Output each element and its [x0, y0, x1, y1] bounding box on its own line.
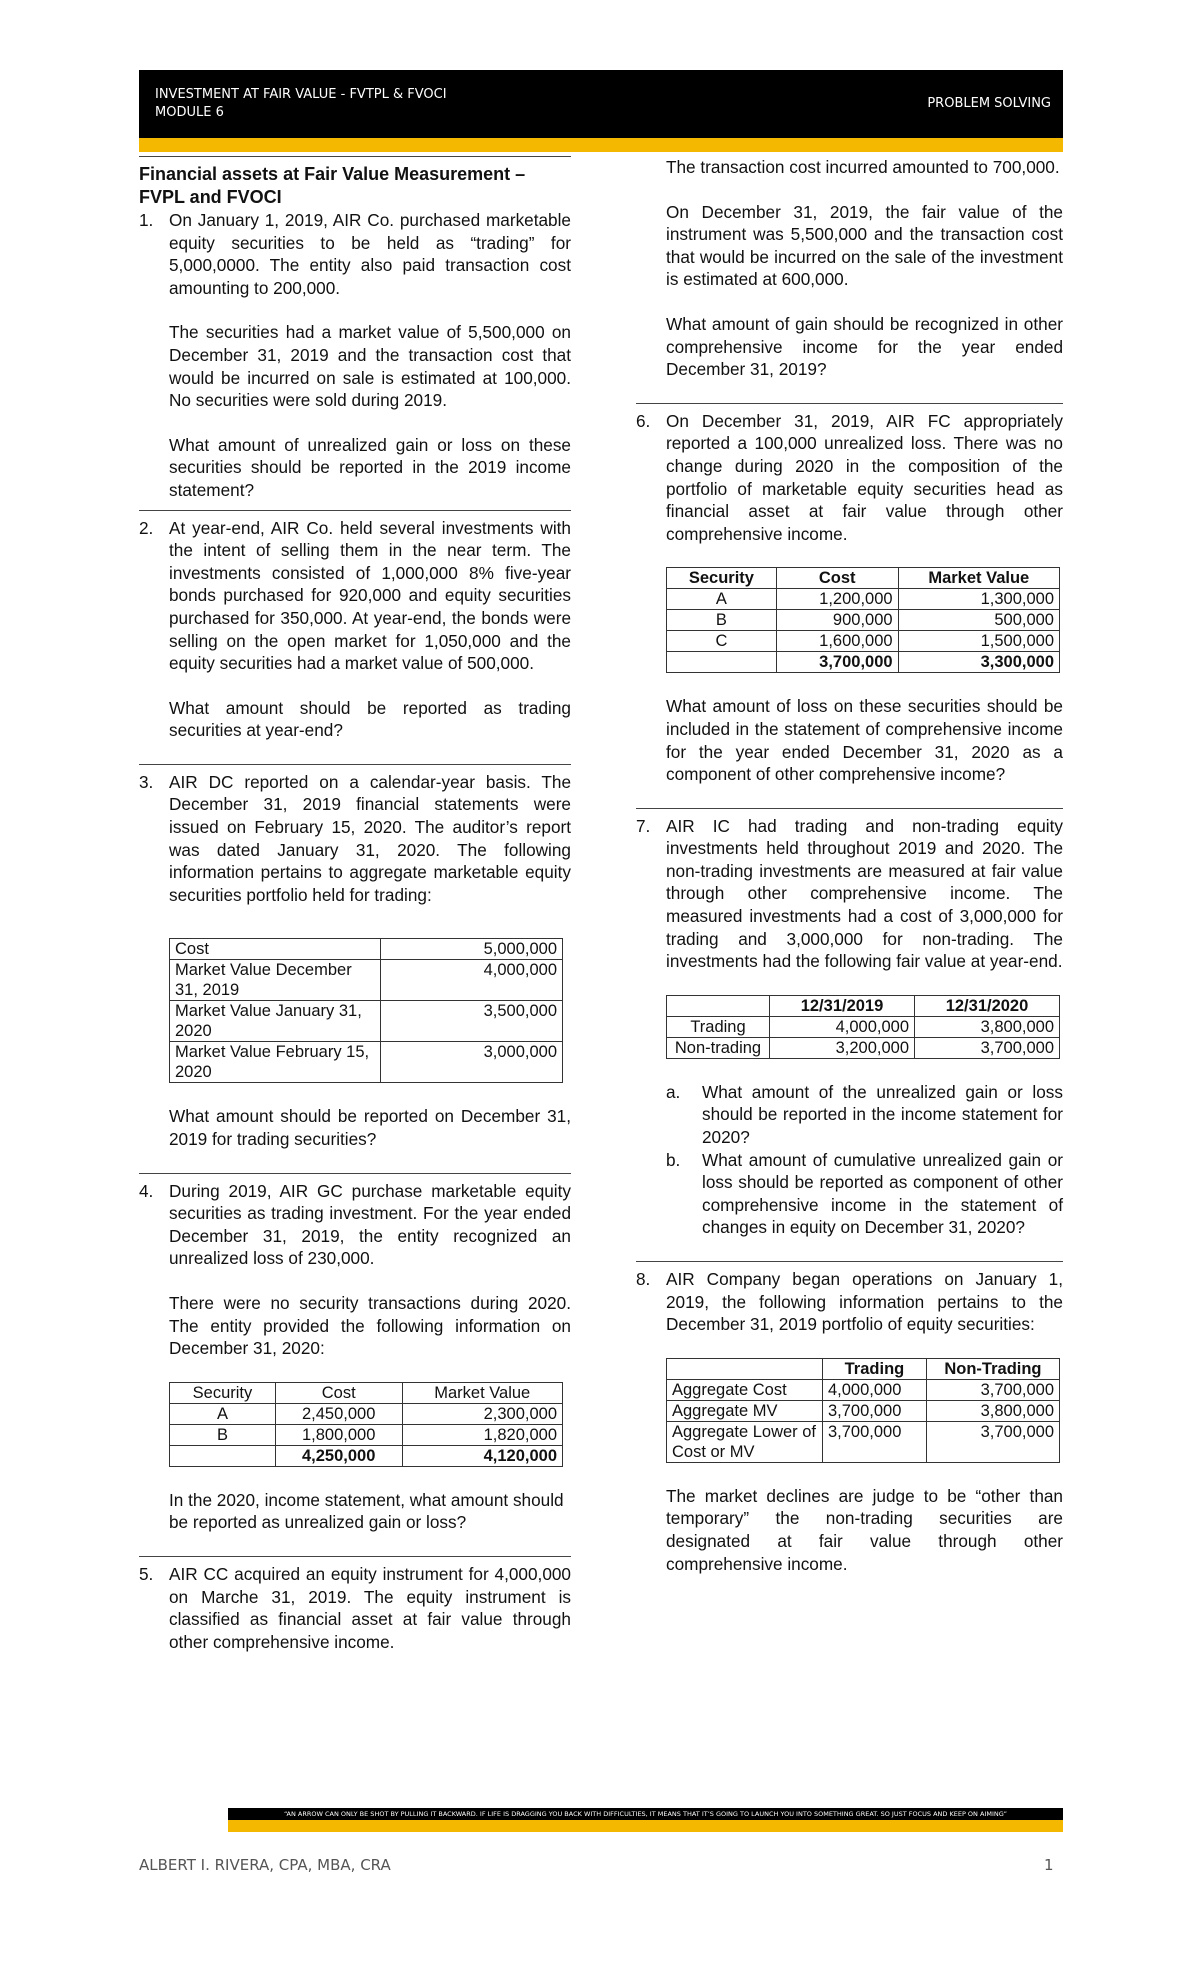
table-cell: 3,200,000	[770, 1037, 915, 1058]
problem-question: What amount of unrealized gain or loss on these securities should be reported in the 2019 income statement?	[169, 434, 571, 500]
table-cell: 3,300,000	[898, 652, 1059, 673]
table-cell: B	[170, 1424, 276, 1445]
page-number: 1	[1044, 1856, 1054, 1874]
problem-8	[636, 1268, 1063, 1575]
table-cell: Aggregate Lower of Cost or MV	[667, 1421, 823, 1462]
problem-7	[636, 815, 1063, 1239]
sub-question-b	[666, 1149, 1063, 1239]
problem-number: 5.	[139, 1563, 154, 1584]
header-accent-bar	[139, 138, 1063, 152]
table-cell: 3,500,000	[381, 1001, 563, 1042]
table-header-row	[667, 568, 1060, 589]
table-row	[667, 1400, 1060, 1421]
problem-text: At year-end, AIR Co. held several investments with the intent of selling them in the near term. The investments consisted of 1,000,000 8% five-year bonds purchased for 920,000 and equity securities purchased for 350,000. At year-end, the bonds were selling on the open market for 1,050,000 and the equity securities had a market value of 500,000.	[169, 517, 571, 674]
table-row	[170, 1042, 563, 1083]
divider	[139, 764, 571, 765]
table-cell	[170, 1445, 276, 1466]
table-cell: 3,700,000	[926, 1379, 1059, 1400]
table-cell: 2,300,000	[402, 1403, 563, 1424]
header-title	[155, 86, 447, 122]
problem-text: The transaction cost incurred amounted to 700,000.	[666, 157, 1060, 177]
table-cell: 1,800,000	[275, 1424, 402, 1445]
problem-text: AIR DC reported on a calendar-year basis. The December 31, 2019 financial statements were issued on February 15, 2020. The auditor’s report was dated January 31, 2020. The following information pertains to aggregate marketable equity securities portfolio held for trading:	[169, 771, 571, 905]
sub-letter: a.	[666, 1081, 681, 1102]
table-row	[170, 1001, 563, 1042]
table-header: Security	[667, 568, 777, 589]
table-cell: 3,800,000	[915, 1016, 1060, 1037]
divider	[636, 1261, 1063, 1262]
table-cell: A	[667, 589, 777, 610]
problem-number: 8.	[636, 1269, 651, 1289]
table-cell: Trading	[667, 1016, 770, 1037]
problem-question: What amount of loss on these securities should be included in the statement of comprehensive income for the year ended December 31, 2020 as a component of other comprehensive income?	[666, 696, 1063, 785]
problem-text: The market declines are judge to be “other than temporary” the non-trading securities are designated at fair value through other comprehensive income.	[666, 1485, 1063, 1574]
problem-text: On December 31, 2019, AIR FC appropriately reported a 100,000 unrealized loss. There was no change during 2020 in the composition of the portfolio of marketable equity securities head as financial asset at fair value through other comprehensive income.	[666, 410, 1063, 544]
table-header-row	[170, 1382, 563, 1403]
table-header: Security	[170, 1382, 276, 1403]
table-row	[667, 1016, 1060, 1037]
problem-number: 3.	[139, 771, 154, 792]
problem-number: 7.	[636, 815, 651, 836]
table-cell: A	[170, 1403, 276, 1424]
problem-number: 4.	[139, 1180, 154, 1201]
divider	[139, 1173, 571, 1174]
problem-text: During 2019, AIR GC purchase marketable equity securities as trading investment. For the year ended December 31, 2019, the entity recognized an unrealized loss of 230,000.	[169, 1180, 571, 1269]
p6-table	[666, 567, 1060, 673]
table-cell: 3,700,000	[823, 1400, 927, 1421]
table-header	[667, 1358, 823, 1379]
table-header: Cost	[776, 568, 898, 589]
table-cell: 5,000,000	[381, 939, 563, 960]
table-cell: 1,200,000	[776, 589, 898, 610]
table-row	[170, 1424, 563, 1445]
table-header: Market Value	[402, 1382, 563, 1403]
table-total-row	[667, 652, 1060, 673]
header-section: PROBLEM SOLVING	[927, 96, 1051, 111]
problem-number: 2.	[139, 517, 154, 538]
problem-question: What amount of gain should be recognized in other comprehensive income for the year ended December 31, 2019?	[666, 313, 1063, 380]
header-title-line1: INVESTMENT AT FAIR VALUE - FVTPL & FVOCI	[155, 87, 447, 102]
table-header: Non-Trading	[926, 1358, 1059, 1379]
problem-4	[139, 1180, 571, 1534]
table-cell: Market Value December 31, 2019	[170, 960, 381, 1001]
sub-text: What amount of cumulative unrealized gain or loss should be reported as component of other comprehensive income in the statement of changes in equity on December 31, 2020?	[702, 1149, 1063, 1238]
sub-text: What amount of the unrealized gain or loss should be reported in the income statement for 2020?	[702, 1081, 1063, 1148]
problem-text: On December 31, 2019, the fair value of the instrument was 5,500,000 and the transaction cost that would be incurred on the sale of the investment is estimated at 600,000.	[666, 201, 1063, 290]
table-cell: 4,000,000	[381, 960, 563, 1001]
table-cell	[667, 652, 777, 673]
table-header	[667, 995, 770, 1016]
p8-table	[666, 1358, 1060, 1463]
table-cell: Aggregate Cost	[667, 1379, 823, 1400]
table-cell: Cost	[170, 939, 381, 960]
table-cell: 900,000	[776, 610, 898, 631]
table-cell: 4,000,000	[823, 1379, 927, 1400]
problem-question: What amount should be reported on December 31, 2019 for trading securities?	[169, 1106, 571, 1150]
footer-author: ALBERT I. RIVERA, CPA, MBA, CRA	[139, 1856, 391, 1874]
table-cell: 3,700,000	[926, 1421, 1059, 1462]
problem-text: There were no security transactions during 2020. The entity provided the following information on December 31, 2020:	[169, 1293, 571, 1359]
table-cell: Non-trading	[667, 1037, 770, 1058]
table-cell: C	[667, 631, 777, 652]
document-title: Financial assets at Fair Value Measurement – FVPL and FVOCI	[139, 164, 526, 207]
table-cell: 3,700,000	[823, 1421, 927, 1462]
problem-number: 6.	[636, 410, 651, 431]
table-row	[667, 589, 1060, 610]
table-cell: 1,820,000	[402, 1424, 563, 1445]
problem-text: The securities had a market value of 5,500,000 on December 31, 2019 and the transaction cost that would be incurred on sale is estimated at 100,000. No securities were sold during 2019.	[169, 322, 571, 411]
table-cell: Market Value February 15, 2020	[170, 1042, 381, 1083]
sub-letter: b.	[666, 1149, 681, 1170]
table-cell: 2,450,000	[275, 1403, 402, 1424]
left-column	[139, 156, 571, 1653]
table-cell: 3,800,000	[926, 1400, 1059, 1421]
problem-question: What amount should be reported as trading securities at year-end?	[169, 697, 571, 741]
table-cell: 3,000,000	[381, 1042, 563, 1083]
table-row	[170, 960, 563, 1001]
page-header	[139, 70, 1063, 138]
p7-table	[666, 995, 1060, 1059]
table-cell: 500,000	[898, 610, 1059, 631]
table-header-row	[667, 1358, 1060, 1379]
divider	[636, 808, 1063, 809]
table-header: 12/31/2019	[770, 995, 915, 1016]
problem-question: In the 2020, income statement, what amount should be reported as unrealized gain or loss?	[169, 1489, 564, 1533]
table-header-row	[667, 995, 1060, 1016]
table-cell: 4,250,000	[275, 1445, 402, 1466]
table-cell: 1,600,000	[776, 631, 898, 652]
table-header: 12/31/2020	[915, 995, 1060, 1016]
problem-text: AIR IC had trading and non-trading equity investments held throughout 2019 and 2020. The non-trading investments are measured at fair value through other comprehensive income. The measured investments had a cost of 3,000,000 for trading and 3,000,000 for non-trading. The investments had the following fair value at year-end.	[666, 815, 1063, 972]
table-row	[667, 1421, 1060, 1462]
header-title-line2: MODULE 6	[155, 105, 224, 120]
divider	[139, 1556, 571, 1557]
right-column	[636, 156, 1063, 1575]
table-cell: Market Value January 31, 2020	[170, 1001, 381, 1042]
table-row	[667, 631, 1060, 652]
p4-table	[169, 1382, 563, 1467]
table-cell: 4,000,000	[770, 1016, 915, 1037]
problem-6	[636, 410, 1063, 786]
divider	[139, 156, 571, 157]
table-cell: B	[667, 610, 777, 631]
problem-number: 1.	[139, 210, 154, 230]
table-row	[170, 939, 563, 960]
footer-accent-bar	[228, 1820, 1063, 1832]
table-cell: 3,700,000	[915, 1037, 1060, 1058]
table-header: Cost	[275, 1382, 402, 1403]
table-row	[667, 1037, 1060, 1058]
problem-text: AIR Company began operations on January 1, 2019, the following information pertains to the December 31, 2019 portfolio of equity securities:	[666, 1269, 1063, 1335]
problem-1	[139, 209, 571, 502]
sub-question-a	[666, 1081, 1063, 1149]
table-cell: Aggregate MV	[667, 1400, 823, 1421]
problem-text: AIR CC acquired an equity instrument for 4,000,000 on Marche 31, 2019. The equity instrument is classified as financial asset at fair value through other comprehensive income.	[169, 1563, 571, 1652]
divider	[636, 403, 1063, 404]
problem-3	[139, 771, 571, 1151]
divider	[139, 510, 571, 511]
problem-5	[139, 1563, 571, 1653]
table-row	[170, 1403, 563, 1424]
footer-quote: “AN ARROW CAN ONLY BE SHOT BY PULLING IT BACKWARD. IF LIFE IS DRAGGING YOU BACK WITH DIFFICULTIES, IT MEANS THAT IT’S GOING TO LAUNCH YOU INTO SOMETHING GREAT. SO JUST FOCUS AND KEEP ON AIMING”	[228, 1808, 1063, 1820]
table-cell: 1,300,000	[898, 589, 1059, 610]
problem-text: On January 1, 2019, AIR Co. purchased marketable equity securities to be held as “trading” for 5,000,0000. The entity also paid transaction cost amounting to 200,000.	[169, 210, 571, 298]
table-cell: 1,500,000	[898, 631, 1059, 652]
table-header: Trading	[823, 1358, 927, 1379]
table-cell: 3,700,000	[776, 652, 898, 673]
table-header: Market Value	[898, 568, 1059, 589]
table-cell: 4,120,000	[402, 1445, 563, 1466]
table-total-row	[170, 1445, 563, 1466]
problem-2	[139, 517, 571, 742]
p3-table	[169, 938, 563, 1083]
problem-5-continued	[636, 156, 1063, 381]
table-row	[667, 610, 1060, 631]
table-row	[667, 1379, 1060, 1400]
